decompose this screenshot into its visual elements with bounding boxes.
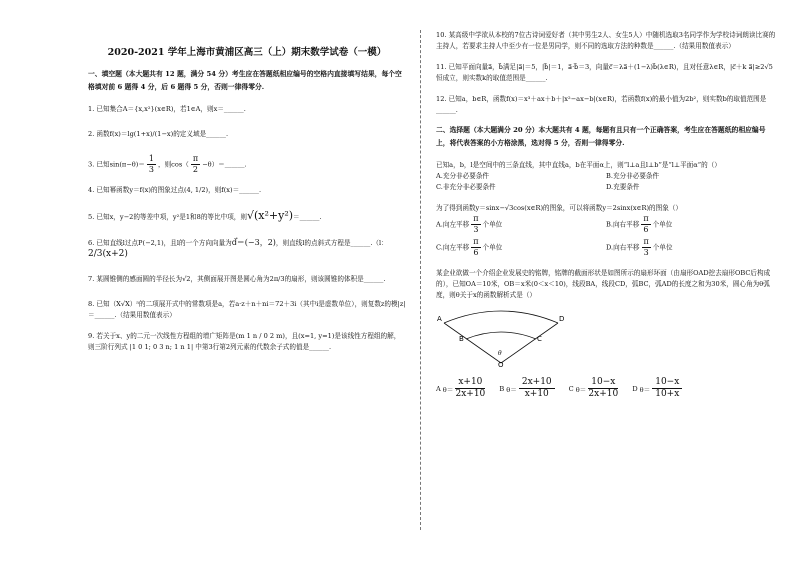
q13-option-a: A.充分非必要条件 xyxy=(436,172,490,180)
q14-c-fraction xyxy=(471,237,480,258)
exam-title: 2020-2021 学年上海市黄浦区高三（上）期末数学试卷（一模） xyxy=(107,47,387,58)
arc-bc xyxy=(466,332,536,339)
q14-d-pre: D.向右平移 xyxy=(606,243,640,252)
question-12: 12. 已知a，b∈R，函数f(x)＝x³＋ax＋b＋|x²−ax−b|(x∈R)，若函数f(x)的最小值为2b²，则实数b的取值范围是______. xyxy=(436,95,767,114)
question-5 xyxy=(88,210,406,223)
q3-mid: ，则cos（ xyxy=(157,160,189,169)
question-9: 9. 若关于x、y的二元一次线性方程组的增广矩阵是(m 1 n / 0 2 m)，且(x=1, y=1)是该线性方程组的解，则三阶行列式 |1 0 1; 0 3 n; 1 n 1| 中第3行第2列元素的代数余子式的值是______. xyxy=(88,332,401,351)
q14-a-post: 个单位 xyxy=(482,220,503,229)
section-2-header: 二、选择题（本大题满分 20 分）本大题共有 4 题，每题有且只有一个正确答案，考生应在答题纸的相应编号上，将代表答案的小方格涂黑，选对得 5 分，否则一律得零分. xyxy=(436,126,766,147)
q3-frac-den: 3 xyxy=(148,165,154,174)
q15-b-fraction xyxy=(519,377,555,400)
q15-c-den: 2x+10 xyxy=(588,389,619,399)
arc-ad xyxy=(444,311,558,323)
q15-d-lhs: θ＝ xyxy=(639,385,651,394)
q14-b-pre: B.向右平移 xyxy=(606,220,640,229)
question-1: 1. 已知集合A＝{x,x²}(x∈R)，若1∈A，则x＝______. xyxy=(88,105,246,113)
q14-option-b xyxy=(606,214,776,235)
q14-c-den: 6 xyxy=(473,248,479,257)
q15-a-fraction xyxy=(455,377,485,400)
q15-option-c xyxy=(569,377,619,400)
q14-b-fraction xyxy=(641,214,650,235)
q14-b-den: 6 xyxy=(643,225,649,234)
q15-a-num: x+10 xyxy=(455,377,485,389)
q15-a-den: 2x+10 xyxy=(455,389,486,399)
column-divider xyxy=(420,30,421,530)
q3-post: −θ）＝______. xyxy=(202,160,247,169)
q5-post: ＝______. xyxy=(293,213,322,221)
q13-options xyxy=(436,171,776,193)
q15-a-letter: A xyxy=(436,384,441,393)
question-6 xyxy=(88,237,406,249)
q3-frac2-num: π xyxy=(192,154,199,163)
q14-a-num: π xyxy=(473,214,479,223)
q14-a-fraction xyxy=(471,214,480,235)
q15-b-num: 2x+10 xyxy=(519,377,555,389)
q15-a-lhs: θ＝ xyxy=(442,385,454,394)
q14-c-post: 个单位 xyxy=(482,243,503,252)
label-theta: θ xyxy=(498,350,502,357)
question-11: 11. 已知平面向量a⃗，b⃗满足|a⃗|＝5，|b⃗|＝1，a⃗·b⃗＝3，向量c⃗＝λa⃗＋(1−λ)b⃗(λ∈R)，且对任意λ∈R，|c⃗＋k a⃗|≥2√5恒成立，则实数k的取值范围是______. xyxy=(436,63,773,82)
label-b: B xyxy=(459,335,464,343)
question-7: 7. 某圆锥侧的感面圆的半径长为√2，其侧面展开图是圆心角为2π/3的扇形，则该圆锥的体积是______. xyxy=(88,275,386,283)
q15-c-num: 10−x xyxy=(588,377,618,389)
q3-frac-num: 1 xyxy=(148,154,154,163)
question-2: 2. 函数f(x)＝lg(1+x)/(1−x)的定义域是______. xyxy=(88,130,229,138)
q14-a-den: 3 xyxy=(473,225,479,234)
question-13: 已知a，b，l是空间中的三条直线，其中直线a，b在平面α上，则“l⊥a且l⊥b”是“l⊥平面α”的（） xyxy=(436,161,721,169)
q14-d-post: 个单位 xyxy=(652,243,673,252)
q14-options xyxy=(436,214,776,258)
label-a: A xyxy=(437,315,442,323)
line-do xyxy=(501,323,558,363)
q3-fraction-2 xyxy=(191,154,200,175)
section-1-header: 一、填空题（本大题共有 12 题，满分 54 分）考生应在答题纸相应编号的空格内直接填写结果，每个空格填对前 6 题得 4 分，后 6 题得 5 分，否则一律得零分. xyxy=(88,70,402,91)
q14-c-num: π xyxy=(473,237,479,246)
q15-d-fraction xyxy=(652,377,682,400)
q3-fraction xyxy=(147,154,156,175)
line-ao xyxy=(444,323,501,363)
q14-option-d xyxy=(606,237,776,258)
q15-c-letter: C xyxy=(568,384,574,393)
q5-expression: √(x²+y²) xyxy=(247,209,294,222)
q15-option-b xyxy=(499,377,554,400)
q13-option-c: C.非充分非必要条件 xyxy=(436,183,496,191)
q15-b-letter: B xyxy=(499,384,505,393)
right-column xyxy=(436,30,776,400)
q15-c-fraction xyxy=(588,377,618,400)
q3-frac2-den: 2 xyxy=(192,165,198,174)
q15-d-den: 10+x xyxy=(655,389,680,399)
q14-d-fraction xyxy=(642,237,651,258)
q14-b-post: 个单位 xyxy=(652,220,673,229)
question-4: 4. 已知幂函数y＝f(x)的图象过点(4, 1/2)，则f(x)＝______. xyxy=(88,186,262,194)
left-column xyxy=(88,30,406,353)
q14-option-a xyxy=(436,214,606,235)
label-o: O xyxy=(498,361,504,367)
q14-d-den: 3 xyxy=(643,248,649,257)
question-3 xyxy=(88,154,406,175)
question-14: 为了得到函数y＝sinx−√3cos(x∈R)的图象，可以将函数y＝2sinx(x∈R)的图象（） xyxy=(436,204,683,212)
q14-d-num: π xyxy=(643,237,649,246)
q15-c-lhs: θ＝ xyxy=(575,385,587,394)
q15-b-lhs: θ＝ xyxy=(506,385,517,394)
question-10: 10. 某高级中学欲从本校的7位古诗词爱好者（其中男生2人、女生5人）中随机选取3名同学作为学校诗词朗读比赛的主持人，若要求主持人中至少有一位是男同学，则不同的选取方法的种数是______.（结果用数值表示） xyxy=(436,31,776,50)
sector-ring-diagram xyxy=(436,305,566,367)
q15-b-den: x+10 xyxy=(524,389,549,399)
q14-c-pre: C.向左平移 xyxy=(436,243,470,252)
q15-d-num: 10−x xyxy=(652,377,682,389)
q13-option-b: B.充分非必要条件 xyxy=(606,172,660,180)
q15-option-a xyxy=(436,377,485,400)
q6-answer-expression: 2/3(x+2) xyxy=(88,249,128,259)
q13-option-d: D.充要条件 xyxy=(606,183,640,191)
q14-b-num: π xyxy=(643,214,649,223)
question-15: 某企业欲做一个介绍企业发展史的铭牌，铭牌的截面形状是如图所示的扇形环面（由扇形OAD挖去扇形OBC后构成的），已知OA＝10米，OB＝x米(0＜x＜10)，线段BA，线段CD，弧BC，弧AD的长度之和为30米，圆心角为θ弧度，则θ关于x的函数解析式是（） xyxy=(436,269,771,299)
q15-d-letter: D xyxy=(632,384,638,393)
q14-option-c xyxy=(436,237,606,258)
q6-pre: 6. 已知直线l过点P(−2,1)，且l的一个方向向量为 xyxy=(88,239,232,247)
q6-vector: d⃗＝(−3，2) xyxy=(231,238,276,247)
q5-pre: 5. 已知x，y−2的等差中项，y²是1和8的等比中项，则 xyxy=(88,213,247,221)
q6-post: ，则直线l的点斜式方程是______.（l： xyxy=(275,239,388,247)
q3-pre: 3. 已知sin(π−θ)＝ xyxy=(88,160,145,169)
q14-a-pre: A.向左平移 xyxy=(436,220,470,229)
q15-options xyxy=(436,377,776,400)
label-d: D xyxy=(559,315,565,323)
label-c: C xyxy=(537,335,542,343)
question-8: 8. 已知（X√X）⁵的二项展开式中的常数项是a，若a·z＋n＋ni＝72＋3i（其中i是虚数单位），则复数z的模|z|＝______.（结果用数值表示） xyxy=(88,300,406,319)
q15-option-d xyxy=(632,377,682,400)
